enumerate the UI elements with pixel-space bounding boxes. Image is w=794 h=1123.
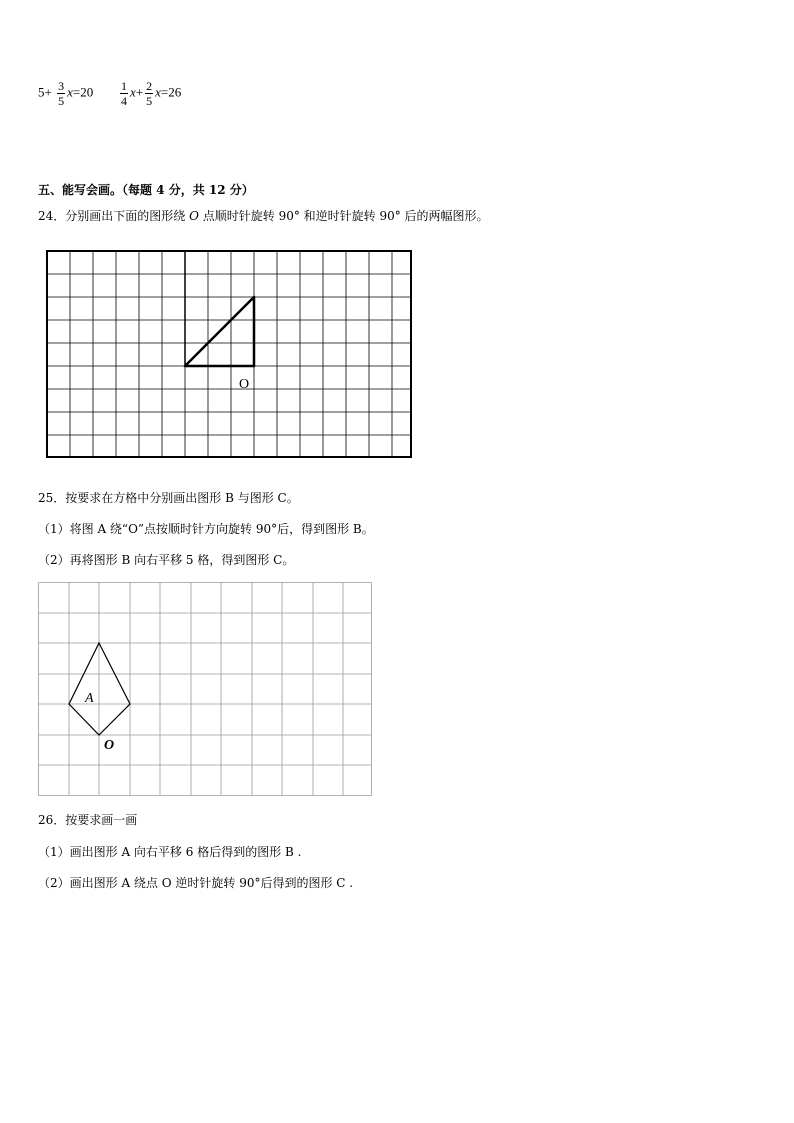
q25-item-1: （1）将图 A 绕“O”点按顺时针方向旋转 90°后，得到图形 B。 [38, 522, 374, 536]
q25-shape-a [69, 643, 130, 735]
q24-triangle [185, 297, 254, 366]
question-25-text: 25．按要求在方格中分别画出图形 B 与图形 C。 [38, 491, 299, 505]
q25-label-a: A [85, 691, 94, 706]
equation-1 [38, 80, 93, 107]
eq2-denominator-2: 5 [146, 94, 153, 108]
q25-grid-figure [38, 582, 374, 798]
eq1-fraction [57, 80, 65, 107]
q24-grid-border [47, 251, 411, 457]
eq1-denominator: 5 [58, 94, 65, 108]
q25-item-2: （2）再将图形 B 向右平移 5 格，得到图形 C。 [38, 553, 295, 567]
q24-prefix: 24．分别画出下面的图形绕 [38, 209, 190, 223]
question-26-text: 26．按要求画一画 [38, 813, 138, 827]
section-title: 五、能写会画。（每题 4 分，共 12 分） [38, 183, 254, 197]
q24-suffix: 点顺时针旋转 90° 和逆时针旋转 90° 后的两幅图形。 [198, 209, 489, 223]
q24-point: O [189, 209, 199, 223]
q25-grid-lines [39, 583, 372, 796]
eq2-fraction-1 [120, 80, 128, 107]
q25-label-o: O [104, 738, 115, 753]
eq2-variable-1: x [130, 84, 136, 100]
q24-grid-figure [45, 249, 415, 461]
q24-o-label: O [239, 377, 250, 392]
q26-item-2: （2）画出图形 A 绕点 O 逆时针旋转 90°后得到的图形 C . [38, 876, 354, 890]
eq1-variable: x [67, 84, 73, 100]
eq2-numerator-2: 2 [146, 79, 153, 93]
eq2-variable-2: x [155, 84, 161, 100]
eq1-numerator: 3 [58, 79, 65, 93]
equation-2 [118, 80, 181, 107]
q26-item-1: （1）画出图形 A 向右平移 6 格后得到的图形 B . [38, 845, 302, 859]
eq2-numerator-1: 1 [121, 79, 127, 93]
eq2-rhs: =26 [160, 84, 182, 100]
eq2-fraction-2 [145, 80, 153, 107]
eq2-denominator-1: 4 [121, 94, 127, 108]
question-24-text [38, 207, 489, 224]
eq1-prefix: 5+ [38, 84, 52, 100]
eq1-rhs: =20 [72, 84, 94, 100]
eq2-plus: + [135, 84, 144, 100]
q24-grid-lines [47, 251, 411, 457]
